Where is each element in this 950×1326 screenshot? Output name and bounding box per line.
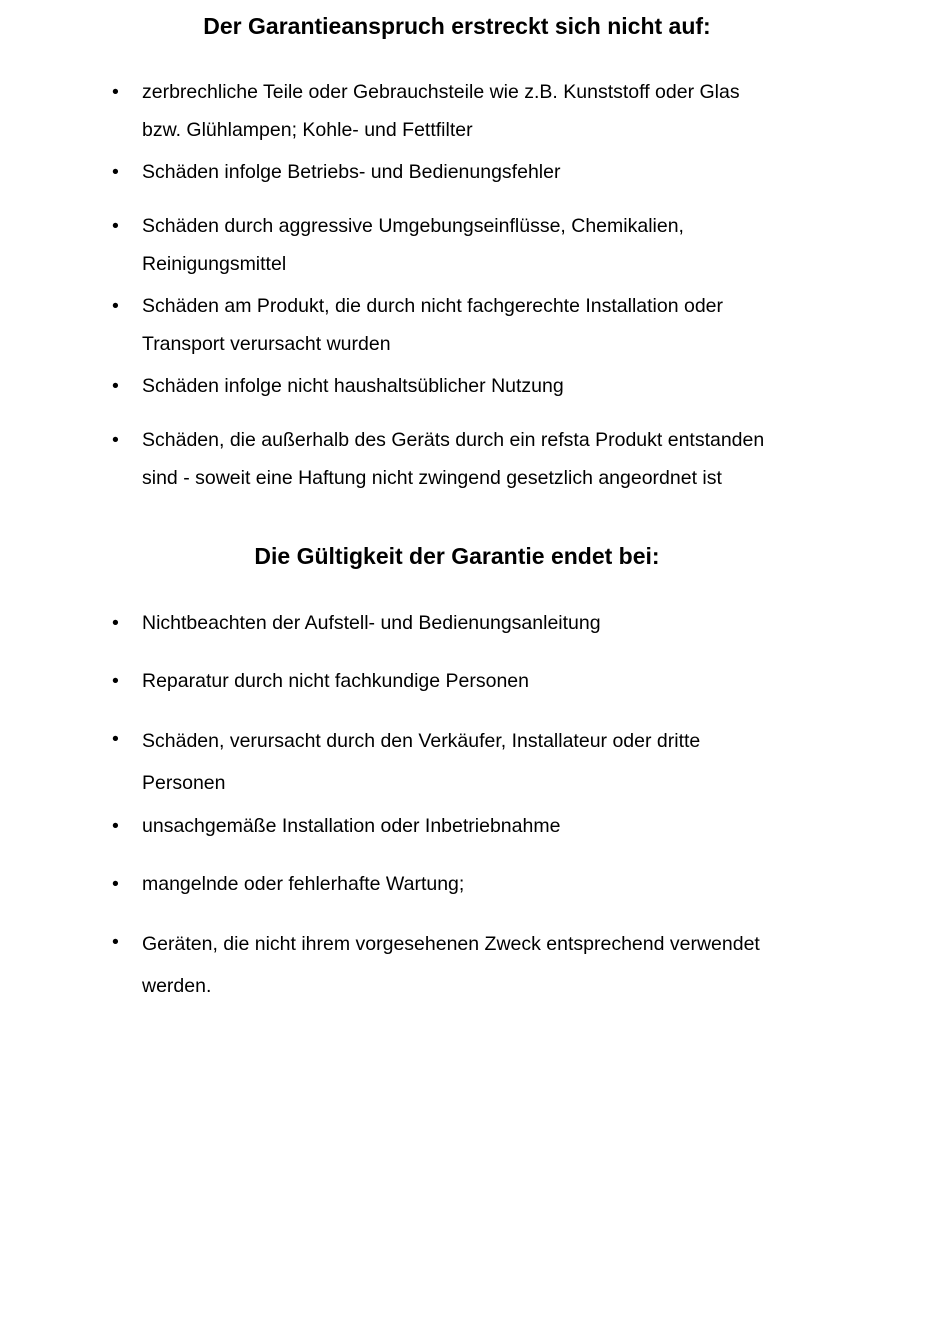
list-item-text: Nichtbeachten der Aufstell- und Bedienungsanleitung: [142, 612, 601, 634]
bullet-icon: •: [112, 612, 119, 634]
bullet-icon: •: [112, 161, 119, 183]
bullet-icon: •: [112, 81, 119, 103]
list-item-text: Schäden infolge Betriebs- und Bedienungsfehler: [142, 161, 561, 183]
bullet-icon: •: [112, 670, 119, 692]
bullet-icon: •: [112, 873, 119, 895]
bullet-icon: •: [112, 728, 119, 750]
bullet-icon: •: [112, 375, 119, 397]
section-title-warranty-termination: Die Gültigkeit der Garantie endet bei:: [254, 543, 660, 569]
bullet-icon: •: [112, 295, 119, 317]
list-item-text: Schäden infolge nicht haushaltsüblicher Nutzung: [142, 375, 564, 397]
list-item-text: Reparatur durch nicht fachkundige Personen: [142, 670, 529, 692]
list-item-text: Schäden durch aggressive Umgebungseinflüsse, Chemikalien, Reinigungsmittel: [142, 215, 684, 275]
list-item-text: mangelnde oder fehlerhafte Wartung;: [142, 873, 465, 895]
bullet-icon: •: [112, 429, 119, 451]
list-item-text: Schäden am Produkt, die durch nicht fachgerechte Installation oder Transport verursacht wurden: [142, 295, 724, 355]
list-item-text: Schäden, die außerhalb des Geräts durch ein refsta Produkt entstanden sind - soweit eine Haftung nicht zwingend gesetzlich angeordnet ist: [142, 429, 765, 489]
bullet-icon: •: [112, 815, 119, 837]
section-title-warranty-exclusions: Der Garantieanspruch erstreckt sich nicht auf:: [203, 13, 711, 39]
list-item-text: Geräten, die nicht ihrem vorgesehenen Zweck entsprechend verwendet werden.: [142, 933, 760, 997]
list-item-text: zerbrechliche Teile oder Gebrauchsteile wie z.B. Kunststoff oder Glas bzw. Glühlampen; Kohle- und Fettfilter: [142, 81, 740, 141]
list-item-text: unsachgemäße Installation oder Inbetriebnahme: [142, 815, 561, 837]
bullet-icon: •: [112, 931, 119, 953]
list-item-text: Schäden, verursacht durch den Verkäufer, Installateur oder dritte Personen: [142, 730, 701, 794]
bullet-icon: •: [112, 215, 119, 237]
